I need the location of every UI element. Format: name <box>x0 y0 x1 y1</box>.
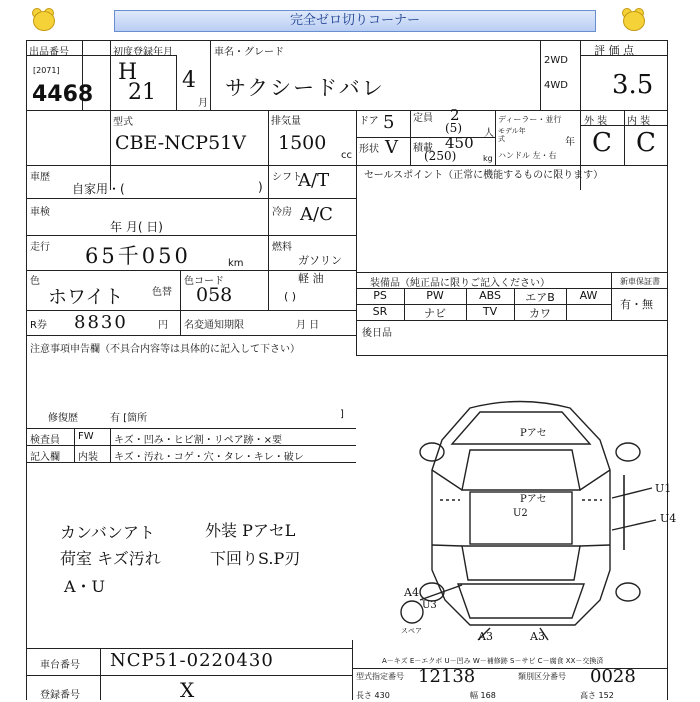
usage-close: ) <box>258 180 263 194</box>
recycle-unit: 円 <box>158 320 168 331</box>
dim-width: 幅 168 <box>470 691 496 700</box>
insp-int-items: キズ・汚れ・コゲ・穴・タレ・キレ・破レ <box>114 452 304 463</box>
diag-label-10: スペア <box>401 627 422 635</box>
name-change-unit: 月 日 <box>296 320 320 331</box>
shape-label: 形状 <box>359 144 379 155</box>
insp-fw: FW <box>78 431 94 442</box>
insp-int: 内装 <box>78 452 98 463</box>
reg-label: 初度登録年月 <box>113 47 173 58</box>
ext-label: 外 装 <box>584 116 608 127</box>
lot-number: 4468 <box>32 82 94 107</box>
int-label: 内 装 <box>627 116 651 127</box>
class-no: 0028 <box>590 666 636 687</box>
doors: 5 <box>383 112 395 133</box>
wd-4: 4WD <box>544 80 568 91</box>
insp-fw-items: キズ・凹み・ヒビ割・リペア跡・×要 <box>114 435 282 446</box>
repair-label: 修復歴 <box>48 413 78 424</box>
reg-era: H <box>118 60 138 85</box>
color: ホワイト <box>48 286 124 308</box>
reg-no-label: 登録番号 <box>40 690 80 701</box>
wd-2: 2WD <box>544 55 568 66</box>
inspector-label: 検査員 <box>30 435 60 446</box>
diag-label-6: A4 <box>404 586 419 599</box>
diag-label-2: Pアセ <box>520 494 547 505</box>
usage: 自家用・( <box>72 182 125 196</box>
after-label: 後日品 <box>362 328 392 339</box>
equip-navi: ナビ <box>424 307 446 320</box>
equip-leather: カワ <box>529 307 551 320</box>
score-label: 評 価 点 <box>594 44 634 57</box>
mileage-label: 走行 <box>30 242 50 253</box>
notes-label: 注意事項申告欄（不具合内容等は具体的に記入して下さい） <box>30 344 300 355</box>
diag-label-1: Pアセ <box>520 428 547 439</box>
equip-aw: AW <box>579 289 598 302</box>
shift: A/T <box>298 170 330 191</box>
spec-no-label: 型式指定番号 <box>356 672 404 681</box>
model-label: 型式 <box>113 117 133 128</box>
model: CBE-NCP51V <box>115 132 246 154</box>
ac: A/C <box>300 204 333 225</box>
fuel-gas: ガソリン <box>298 254 342 267</box>
equip-pw: PW <box>426 289 444 302</box>
remark-5: 下回りS.P刃 <box>210 549 301 568</box>
equip-sr: SR <box>372 305 388 318</box>
equip-tv: TV <box>482 305 498 318</box>
diag-label-4: U1 <box>655 482 672 495</box>
int-grade: C <box>636 128 656 158</box>
diag-label-8: A3 <box>478 630 493 643</box>
inspect-label: 車検 <box>30 207 50 218</box>
recycle: 8830 <box>74 312 128 333</box>
dim-height: 高さ 152 <box>580 691 614 700</box>
class-no-label: 類別区分番号 <box>518 672 566 681</box>
car-name: サクシードバレ <box>225 76 385 100</box>
remark-2: 荷室 キズ汚れ <box>60 549 161 568</box>
equip-airbag: エアB <box>525 291 555 304</box>
chassis: NCP51-0220430 <box>110 650 274 671</box>
dim-length: 長さ 430 <box>356 691 390 700</box>
car-label: 車名・グレード <box>214 47 284 58</box>
ac-label: 冷房 <box>272 207 292 218</box>
remark-4: 外装 PアセL <box>205 521 296 540</box>
equip-label: 装備品（純正品に限りご記入ください） <box>370 278 550 289</box>
color-code: 058 <box>196 284 233 306</box>
warranty-label: 新車保証書 <box>620 277 660 286</box>
dealer-label: ディーラー・並行 <box>498 115 562 124</box>
color-code-label: 色コード <box>184 276 224 287</box>
doors-label: ドア <box>359 116 379 127</box>
mileage: 65千050 <box>85 244 191 268</box>
reg-year: 21 <box>128 80 156 105</box>
diag-label-9: A3 <box>530 630 545 643</box>
name-change-label: 名変通知期限 <box>184 320 244 331</box>
model-year-label: モデル年式 <box>498 127 526 143</box>
cap-label: 定員 <box>413 113 433 124</box>
header-title: 完全ゼロ切りコーナー <box>114 10 596 32</box>
diag-label-5: U4 <box>660 512 677 525</box>
selling-label: セールスポイント（正常に機能するものに限ります） <box>364 170 604 181</box>
fuel-paren: ( ) <box>284 290 297 303</box>
chassis-label: 車台番号 <box>40 660 80 671</box>
remark-1: カンバンアト <box>60 523 155 542</box>
warranty: 有・無 <box>620 298 653 311</box>
color-label: 色 <box>30 276 40 287</box>
disp: 1500 <box>278 132 327 154</box>
score: 3.5 <box>612 70 654 100</box>
load-label: 積載 <box>413 143 433 154</box>
inspect: 年 月( 日) <box>110 220 163 234</box>
disp-unit: cc <box>341 150 352 161</box>
fuel-label: 燃料 <box>272 242 292 253</box>
reg-month-suffix: 月 <box>198 98 208 109</box>
cap2: (5) <box>445 121 462 135</box>
reg-no: X <box>180 678 195 702</box>
recycle-label: R券 <box>30 320 47 331</box>
cap-unit: 人 <box>484 128 494 139</box>
record-label: 記入欄 <box>30 452 60 463</box>
spec-no: 12138 <box>418 666 476 687</box>
fuel-diesel: 軽 油 <box>298 272 324 285</box>
reg-month: 4 <box>182 68 196 93</box>
lot-label: 出品番号 <box>29 47 69 58</box>
remark-3: A・U <box>64 577 106 596</box>
mileage-unit: km <box>228 258 244 269</box>
load-unit: kg <box>483 154 493 163</box>
color-change-label: 色替 <box>152 287 172 298</box>
load: 450 <box>445 134 474 152</box>
shape: V <box>385 137 398 158</box>
cap: 2 <box>450 106 460 124</box>
repair-value: 有 [箇所 <box>110 413 148 424</box>
usage-label: 車歴 <box>30 172 50 183</box>
lot-sub: [2071] <box>33 66 60 75</box>
damage-legend: A－キズ E－エクボ U－凹み W－補修跡 S－サビ C－腐食 XX－交換済 <box>382 657 604 665</box>
equip-abs: ABS <box>479 289 501 302</box>
disp-label: 排気量 <box>271 116 301 127</box>
load2: (250) <box>424 149 457 163</box>
handle-label: ハンドル 左・右 <box>498 151 557 160</box>
equip-ps: PS <box>373 289 387 302</box>
diag-label-7: U3 <box>422 600 437 611</box>
year-unit: 年 <box>565 137 575 148</box>
shift-label: シフト <box>272 172 302 183</box>
ext-grade: C <box>592 128 612 158</box>
diag-label-3: U2 <box>513 508 528 519</box>
repair-close: ] <box>340 409 344 420</box>
